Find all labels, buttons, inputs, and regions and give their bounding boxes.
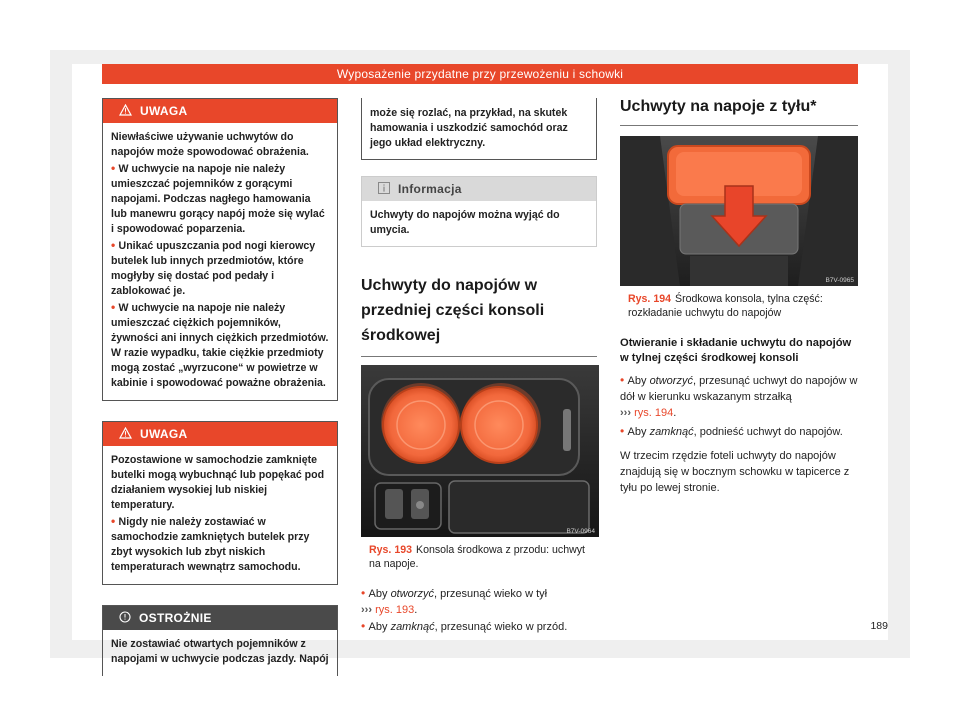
warning-title: UWAGA [140, 427, 188, 441]
bullet-dot-icon: • [111, 514, 119, 528]
rear-instructions [620, 372, 858, 496]
warning-bullet: • Nigdy nie należy zostawiać w samochodzie zamkniętych butelek przy zbyt wysokich lub zbyt niskich temperaturach wewnątrz samochodu. [111, 514, 310, 573]
warning-body [103, 446, 337, 584]
reference-arrow-icon: ››› [620, 407, 631, 419]
caution-title: OSTROŻNIE [139, 611, 212, 625]
figure-reference-link[interactable]: rys. 194 [634, 407, 674, 419]
figure-code: B7V-0965 [825, 277, 854, 284]
caution-box [102, 605, 338, 676]
warning-triangle-icon [119, 427, 132, 442]
warning-bullet: • Unikać upuszczania pod nogi kierowcy butelek lub innych przedmiotów, które mogłyby się dostać pod pedały i zablokować je. [111, 238, 316, 297]
figure-caption: Rys. 194 Środkowa konsola, tylna część: rozkładanie uchwytu do napojów [628, 293, 823, 319]
column-2 [361, 98, 597, 635]
column-3 [620, 98, 858, 496]
section-title: Uchwyty do napojów w przedniej części konsoli środkowej [361, 273, 597, 357]
bullet-dot-icon: • [620, 373, 628, 387]
bullet-dot-icon: • [111, 238, 119, 252]
list-item: • Aby otworzyć, przesunąć wieko w tył ››› rys. 193. [361, 586, 548, 616]
figure-code: B7V-0964 [566, 528, 595, 535]
warning-bullet: • W uchwycie na napoje nie należy umieszczać pojemników z gorącymi napojami. Podczas nagłego hamowania lub manewru gorący napój może się wylać i spowodować poparzenia. [111, 161, 325, 235]
bullet-dot-icon: • [111, 161, 119, 175]
list-item: • Aby zamknąć, przesunąć wieko w przód. [361, 619, 568, 633]
list-item: • Aby otworzyć, przesunąć uchwyt do napojów w dół w kierunku wskazanym strzałką ››› rys. 194. [620, 373, 858, 419]
section-title: Uchwyty na napoje z tyłu* [620, 98, 858, 126]
info-body: Uchwyty do napojów można wyjąć do umycia. [370, 209, 560, 236]
info-box [361, 176, 597, 247]
subsection-title: Otwieranie i składanie uchwytu do napojów w tylnej części środkowej konsoli [620, 337, 852, 364]
bullet-dot-icon: • [361, 586, 369, 600]
front-instructions [361, 585, 597, 635]
warning-body [103, 123, 337, 400]
warning-title: UWAGA [140, 104, 188, 118]
figure-number: Rys. 193 [369, 544, 412, 556]
warning-bullet: • W uchwycie na napoje nie należy umieszczać ciężkich pojemników, żywności ani innych ciężkich przedmiotów. W razie wypadku, takie ciężkie przedmioty mogą zostać „wyrzucone“ w powietrze w kabinie i spowodować poważne obrażenia. [111, 300, 329, 389]
page-header: Wyposażenie przydatne przy przewożeniu i schowki [102, 64, 858, 84]
bullet-dot-icon: • [620, 424, 628, 438]
reference-arrow-icon: ››› [361, 604, 372, 616]
page-number: 189 [870, 620, 888, 632]
paragraph: W trzecim rzędzie foteli uchwyty do napojów znajdują się w bocznym schowku w tapicerce z tyłu po lewej stronie. [620, 450, 850, 494]
warning-box [102, 98, 338, 401]
info-header [362, 177, 596, 201]
warning-header [103, 99, 337, 123]
figure-reference-link[interactable]: rys. 193 [375, 604, 415, 616]
warning-header [103, 422, 337, 446]
figure-number: Rys. 194 [628, 293, 671, 305]
rear-cupholder-illustration [620, 136, 858, 286]
warning-intro: Pozostawione w samochodzie zamknięte butelki mogą wybuchnąć lub popękać pod działaniem wysokiej lub niskiej temperatury. [111, 454, 325, 511]
warning-intro: Niewłaściwe używanie uchwytów do napojów może spowodować obrażenia. [111, 131, 309, 158]
caution-header [103, 606, 337, 630]
list-item: • Aby zamknąć, podnieść uchwyt do napojów. [620, 424, 843, 438]
caution-continued: może się rozlać, na przykład, na skutek hamowania i uszkodzić samochód oraz jego układ elektryczny. [361, 98, 597, 160]
info-title: Informacja [398, 182, 462, 196]
warning-box-2 [102, 421, 338, 585]
caution-body: Nie zostawiać otwartych pojemników z napojami w uchwycie podczas jazdy. Napój [111, 638, 329, 665]
bullet-dot-icon: • [111, 300, 119, 314]
front-console-figure [361, 365, 599, 537]
caution-circle-icon [119, 611, 131, 626]
warning-triangle-icon [119, 104, 132, 119]
column-1 [102, 98, 338, 676]
front-cupholder-illustration [361, 365, 599, 537]
bullet-dot-icon: • [361, 619, 369, 633]
rear-console-figure [620, 136, 858, 286]
figure-caption: Rys. 193 Konsola środkowa z przodu: uchwyt na napoje. [369, 544, 585, 570]
info-icon [378, 182, 390, 197]
